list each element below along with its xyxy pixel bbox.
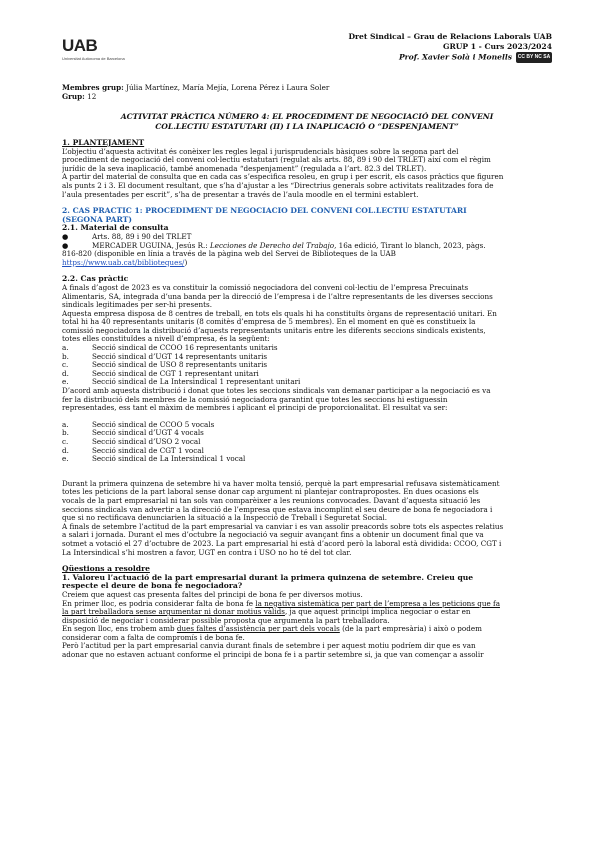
answer-line: Creiem que aquest cas presenta faltes del principi de bona fe per diversos motius.: [62, 590, 363, 599]
list-text: Secció sindical d’UGT 4 vocals: [92, 428, 204, 438]
document-body: [62, 84, 552, 660]
answer-line: [62, 608, 552, 617]
answer-1: [62, 591, 552, 660]
link-close-paren: ): [184, 258, 188, 267]
members-label: Membres grup:: [62, 84, 124, 92]
members-line: [62, 84, 552, 93]
case-line: total hi ha 40 representants unitaris (8 comitès d’empresa de 5 membres). En el moment en què es constitueix la: [62, 318, 476, 327]
s1-line: procediment de negociació del conveni col·lectiu estatutari (regulat als arts. 88, 89 i 90 del TRLET) així com el règim: [62, 156, 491, 165]
s1-line: L’objectiu d’aquesta activitat és conèixer les regles legal i jurisprudencials bàsiques sobre la segona part del: [62, 147, 459, 156]
answer-text: En segon lloc, ens trobem amb: [62, 625, 177, 634]
answer-line: disposició de negociar i considerar possible proposta que argumenta la part treballadora.: [62, 616, 390, 625]
case-line: totes elles constituïdes a nivell d’empresa, és la següent:: [62, 335, 270, 344]
case-paragraph-3: [62, 480, 552, 557]
list-marker: c.: [62, 360, 69, 370]
case-line: Aquesta empresa disposa de 8 centres de treball, en tots els quals hi ha constituïts òrgans de representació unitari. En: [62, 309, 497, 318]
list-marker: d.: [62, 368, 69, 378]
questions-heading: Qüestions a resoldre: [62, 564, 150, 574]
case-line: vocals de la part empresarial ni tan sols van comparèixer a les reunions convocades. Davant d’aquesta situació les: [62, 496, 481, 505]
uab-logo: [62, 36, 125, 61]
members-value: Júlia Martínez, María Mejía, Lorena Pérez i Laura Soler: [126, 84, 330, 92]
case-paragraph-2: [62, 387, 552, 413]
s1-line: A partir del material de consulta que en cada cas s’especifica resoleu, en grup i per escrit, els casos pràctics que figuren: [62, 173, 504, 182]
case-line: A finals d’agost de 2023 es va constituir la comissió negociadora del conveni col·lectiu de l’empresa Precuinats: [62, 283, 469, 292]
title-line-2: COL.LECTIU ESTATUTARI (II) I LA INAPLICACIÓ O “DESPENJAMENT”: [155, 121, 459, 131]
answer-underlined: dues faltes d’assistència per part dels vocals: [176, 625, 340, 634]
question-line: 1. Valoreu l’actuació de la part empresarial durant la primera quinzena de setembre. Creieu que: [62, 573, 474, 582]
section-1-heading: 1. PLANTEJAMENT: [62, 138, 145, 147]
list-marker: e.: [62, 377, 69, 387]
bullet-icon: ●: [62, 240, 69, 250]
s1-line: jurídic de la seva inaplicació, també anomenada “despenjament” (regulada a l’art. 82.3 del TRLET).: [62, 164, 427, 173]
list-text: Secció sindical de La Intersindical 1 representant unitari: [92, 377, 301, 387]
list-item: [62, 455, 552, 464]
document-header: [348, 32, 552, 63]
activity-title: [62, 112, 552, 131]
list-text: Secció sindical de CCOO 16 representants unitaris: [92, 343, 278, 353]
bullet-book-title: Lecciones de Derecho del Trabajo: [210, 241, 335, 250]
answer-line: [62, 625, 552, 634]
bullet-text: Arts. 88, 89 i 90 del TRLET: [92, 231, 192, 241]
answer-line: [62, 600, 552, 609]
list-marker: a.: [62, 419, 69, 429]
list-marker: a.: [62, 343, 69, 353]
answer-text: (de la part empresària) i això o podem: [339, 625, 482, 634]
answer-text: , ja que aquest principi implica negociar o estar en: [284, 608, 471, 617]
list-item: [62, 378, 552, 387]
representatives-list: [62, 344, 552, 387]
answer-underlined: la negativa sistemàtica per part de l’empresa a les peticions que fa: [255, 599, 500, 608]
case-line: Alimentaris, SA, integrada d’una banda per la direcció de l’empresa i de l’altre representants de les diverses seccions: [62, 292, 493, 301]
library-link[interactable]: https://www.uab.cat/biblioteques/: [62, 258, 185, 267]
cc-license-icon: CC BY NC SA: [516, 52, 552, 63]
bullet-icon: ●: [62, 231, 69, 241]
answer-line: considerar com a falta de compromís i de bona fe.: [62, 633, 245, 642]
group-title: GRUP 1 - Curs 2023/2024: [442, 42, 552, 51]
answer-underlined: la part treballadora sense argumentar ni donar motius vàlids: [62, 608, 285, 617]
section-2-heading: [62, 207, 552, 224]
list-text: Secció sindical d’UGT 14 representants unitaris: [92, 351, 268, 361]
case-line: Durant la primera quinzena de setembre hi va haver molta tensió, perquè la part empresarial refusava sistemàticament: [62, 479, 500, 488]
course-title: Dret Sindical – Grau de Relacions Laborals UAB: [348, 32, 552, 41]
logo-mark: UAB: [62, 36, 98, 55]
group-line: [62, 93, 552, 102]
case-line: sindicals legitimades per ser-hi presents.: [62, 301, 212, 310]
answer-line: Però l’actitud per la part empresarial canvia durant finals de setembre i per aquest motiu podríem dir que es van: [62, 642, 476, 651]
case-line: La Intersindical s’hi mostren a favor, UGT en contra i USO no ho té del tot clar.: [62, 548, 352, 557]
case-line: A finals de setembre l’actitud de la part empresarial va canviar i es van assolir preacords sobre tots els aspectes relatius: [62, 522, 504, 531]
case-line: que si no rectificava denunciarien la situació a la Inspecció de Treball i Seguretat Social.: [62, 514, 388, 523]
subsection-2-2-heading: 2.2. Cas pràctic: [62, 274, 129, 284]
s2-heading-line-1: 2. CAS PRÀCTIC 1: PROCEDIMENT DE NEGOCIACIÓ DEL CONVENI COL.LECTIU ESTATUTARI: [62, 207, 467, 216]
case-line: D’acord amb aquesta distribució i donat que totes les seccions sindicals van demanar participar a la negociació es va: [62, 387, 491, 396]
bullet-continuation: 816-820 (disponible en línia a través de la pàgina web del Servei de Biblioteques de la UAB: [62, 250, 396, 259]
bullet-edition: , 16a edició, Tirant lo blanch, 2023, pàgs.: [334, 241, 486, 250]
list-marker: b.: [62, 428, 69, 438]
case-line: representades, ess tant el màxim de membres i aplicant el principi de proporcionalitat. El resultat va ser:: [62, 404, 448, 413]
group-value: 12: [87, 92, 97, 101]
question-line: respecte el deure de bona fe negociadora?: [62, 582, 243, 591]
bullet-author: MERCADER UGUINA, Jesús R.:: [92, 241, 208, 250]
group-label: Grup:: [62, 92, 85, 101]
case-line: fer la distribució dels membres de la comissió negociadora garantint que totes les seccions hi estiguessin: [62, 395, 448, 404]
list-text: Secció sindical de CGT 1 representant unitari: [92, 368, 259, 378]
case-line: sotmet a votació el 27 d’octubre de 2023. La part empresarial hi està d’acord però la laboral està dividida: CCOO, CGT i: [62, 539, 502, 548]
professor-name: Prof. Xavier Solà i Monells: [398, 52, 512, 62]
list-text: Secció sindical de CGT 1 vocal: [92, 445, 204, 455]
list-marker: c.: [62, 437, 69, 446]
list-text: Secció sindical de CCOO 5 vocals: [92, 419, 215, 429]
list-marker: b.: [62, 351, 69, 361]
bullet-link-line: [62, 259, 552, 268]
case-paragraph-1: [62, 284, 552, 344]
subsection-2-1-heading: 2.1. Material de consulta: [62, 223, 169, 233]
case-line: totes les peticions de la part laboral sense donar cap argument ni plantejar contrapropostes. En dues ocasions els: [62, 488, 479, 497]
question-1: [62, 574, 552, 591]
case-line: comissió negociadora la distribució d’aquests representants unitaris entre les diferents seccions sindicals existents,: [62, 326, 486, 335]
list-marker: d.: [62, 445, 69, 455]
case-line: seccions sindicals van advertir a la direcció de l’empresa que estava incomplint el seu deure de bona fe negociadora i: [62, 505, 493, 514]
s1-line: l’aula presentades per escrit”, s’ha de presentar a través de l’aula moodle en el termini establert.: [62, 190, 419, 199]
list-text: Secció sindical d’USO 2 vocal: [92, 437, 201, 446]
title-line-1: ACTIVITAT PRÀCTICA NÚMERO 4: EL PROCEDIMENT DE NEGOCIACIÓ DEL CONVENI: [120, 112, 494, 122]
list-marker: e.: [62, 454, 69, 464]
logo-subtitle: Universitat Autònoma de Barcelona: [62, 56, 125, 61]
s2-heading-line-2: (SEGONA PART): [62, 215, 132, 224]
bullet-item: [62, 233, 552, 242]
answer-text: En primer lloc, es podria considerar falta de bona fe: [62, 599, 256, 608]
list-text: Secció sindical de La Intersindical 1 vocal: [92, 454, 246, 464]
s1-line: als punts 2 i 3. El document resultant, que s’ha d’ajustar a les “Directrius generals sobre activitats realitzades fora de: [62, 181, 494, 190]
answer-line: adonar que no estaven actuant conforme el principi de bona fe i a partir setembre si, ja que van començar a assolir: [62, 651, 484, 660]
vocals-list: [62, 421, 552, 464]
bullet-item: [62, 242, 552, 251]
list-text: Secció sindical de USO 8 representants unitaris: [92, 360, 268, 370]
section-1-text: [62, 148, 552, 200]
case-line: a salari i jornada. Durant el mes d’octubre la negociació va seguir avançant fins a obtenir un document final que va: [62, 531, 484, 540]
